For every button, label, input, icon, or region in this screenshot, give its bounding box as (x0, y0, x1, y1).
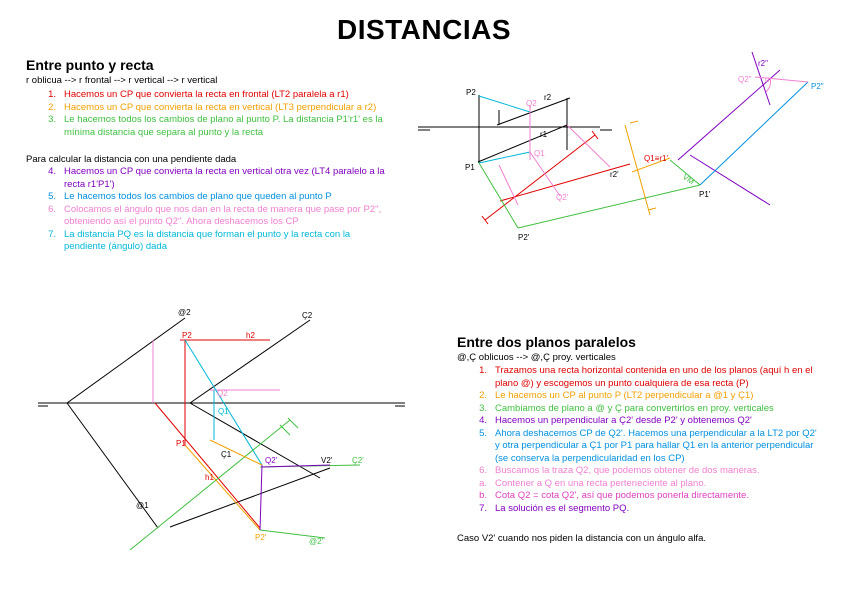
label-p2: P2 (182, 331, 192, 340)
step-item (457, 365, 823, 390)
lt2-mark (288, 418, 298, 428)
label-q2: Q2 (217, 389, 228, 398)
c2p-line (260, 465, 360, 467)
step-item (26, 114, 386, 139)
section-subtitle-point-line: r oblicua --> r frontal --> r vertical --> r vertical (26, 75, 218, 86)
step-item (26, 229, 386, 254)
lt2-mark (592, 131, 598, 139)
pq-line (185, 340, 262, 465)
trace-a1 (67, 403, 158, 528)
label-a2: @2 (178, 308, 191, 317)
r2p-line (500, 164, 630, 201)
lt4-line (690, 155, 770, 205)
step-text: Hacemos un CP que convierta la recta en vertical (LT3 perpendicular a r2) (64, 101, 377, 113)
trace-c1-ext (170, 468, 330, 527)
r1-line (478, 125, 567, 162)
r2pp-trace (752, 52, 770, 105)
q-transfer-line (210, 440, 262, 465)
step-text: Hacemos un CP que convierta la recta en vertical otra vez (LT4 paralelo a la recta r1'P1') (64, 166, 385, 190)
step-text: Cota Q2 = cota Q2', así que podemos ponerla directamente. (495, 490, 749, 501)
p1q1-line (479, 152, 530, 163)
lt3-line (625, 125, 650, 215)
step-item (26, 166, 386, 191)
step-item (457, 465, 823, 478)
p-transfer-line (499, 165, 518, 205)
step-number: 6. (479, 465, 487, 476)
step-item (457, 390, 823, 403)
r2-line (497, 98, 570, 125)
steps-list-a (26, 89, 386, 139)
label-c2p: Ç2' (352, 456, 364, 465)
step-item (457, 403, 823, 416)
step-text: Contener a Q en una recta perteneciente al plano. (495, 477, 707, 489)
label-q2: Q2 (526, 99, 537, 108)
step-text: La solución es el segmento PQ. (495, 502, 630, 514)
note-text: Caso V2' cuando nos piden la distancia con un ángulo alfa. (457, 533, 706, 544)
label-a2p: @2' (309, 537, 324, 546)
step-number: 1. (48, 89, 56, 100)
step-number: b. (479, 490, 487, 501)
lt3-mark (630, 121, 638, 123)
step-text: Le hacemos todos los cambios de plano que queden al punto P (64, 191, 332, 202)
p2p-q2p-line (260, 465, 262, 530)
r-transfer-line (567, 125, 610, 167)
label-q2p: Q2' (265, 456, 278, 465)
mid-text: Para calcular la distancia con una pendiente dada (26, 154, 237, 165)
section-heading-planes: Entre dos planos paralelos (457, 334, 636, 350)
step-text: Le hacemos un CP al punto P (LT2 perpendicular a @1 y Ç1) (495, 390, 754, 401)
label-r2: r2 (544, 93, 552, 102)
label-vm: VM (680, 172, 696, 187)
p2q2-line (479, 96, 530, 112)
label-q1: Q1 (218, 407, 229, 416)
label-r1: r1 (540, 130, 548, 139)
step-item (457, 490, 823, 503)
label-q1: Q1 (534, 149, 545, 158)
step-number: 5. (479, 427, 487, 439)
step-item (457, 415, 823, 428)
p1p-p2pp-line (700, 82, 808, 185)
label-q1-r1p: Q1≡r1' (644, 154, 668, 163)
label-q2pp: Q2" (738, 75, 752, 84)
vm-line (670, 160, 700, 185)
label-p2: P2 (466, 88, 476, 97)
lt2-mark (280, 425, 290, 435)
step-text: Ahora deshacemos CP de Q2'. Hacemos una perpendicular a la LT2 por Q2' y otra perpendicular a Ç1 por P1 para hallar Q1 en la anterior perpendicular (se conserva la perpendicularidad en los CP) (495, 427, 817, 464)
label-p1: P1 (176, 439, 186, 448)
step-number: 4. (479, 415, 487, 426)
q2pp-p2pp-line (755, 77, 808, 82)
step-number: 6. (48, 203, 56, 215)
step-item (457, 503, 823, 516)
step-number: 7. (48, 228, 56, 240)
label-c1: Ç1 (221, 450, 232, 459)
step-item (26, 204, 386, 229)
step-text: Trazamos una recta horizontal contenida en uno de los planos (aquí h en el plano @) y escogemos un punto cualquiera de esa recta (P) (495, 365, 813, 389)
label-p1p: P1' (699, 190, 711, 199)
lt2-mark (482, 216, 488, 224)
step-number: 2. (48, 101, 56, 113)
step-number: 7. (479, 502, 487, 514)
step-text: Hacemos un perpendicular a Ç2' desde P2' y obtenemos Q2' (495, 415, 752, 426)
step-text: Le hacemos todos los cambios de plano al punto P. La distancia P1'r1' es la mínima distancia que separa al punto y la recta (64, 114, 383, 138)
label-c2: Ç2 (302, 311, 313, 320)
section-heading-point-line: Entre punto y recta (26, 57, 154, 73)
label-alpha: α (765, 75, 770, 84)
trace-a2 (67, 318, 185, 403)
step-number: 5. (48, 191, 56, 202)
label-a1: @1 (136, 501, 149, 510)
h1-line (155, 403, 260, 528)
step-item (26, 89, 386, 102)
step-number: 1. (479, 365, 487, 376)
lt3-mark (648, 208, 656, 210)
trace-c1 (190, 403, 320, 478)
a2p-line (260, 530, 325, 538)
q-transfer-line (530, 152, 560, 196)
step-item (26, 191, 386, 204)
label-p1: P1 (465, 163, 475, 172)
step-number: 3. (48, 114, 56, 125)
steps-list-b (26, 166, 386, 254)
label-h1: h1 (205, 473, 214, 482)
label-p2p: P2' (255, 533, 267, 542)
label-p2p: P2' (518, 233, 530, 242)
label-h2: h2 (246, 331, 255, 340)
p-transfer-line (185, 445, 260, 530)
label-r2p: r2' (610, 170, 619, 179)
step-text: Colocamos el ángulo que nos dan en la recta de manera que pase por P2", obteniendo así el punto Q2". Ahora deshacemos los CP (64, 203, 382, 227)
step-text: Hacemos un CP que convierta la recta en frontal (LT2 paralela a r1) (64, 89, 349, 100)
step-number: 2. (479, 390, 487, 401)
q1-transfer-line (632, 158, 670, 172)
label-r2pp: r2" (758, 59, 768, 68)
step-text: Buscamos la traza Q2, que podemos obtener de dos maneras. (495, 465, 760, 476)
alpha-arc (766, 78, 771, 92)
step-text: Cambiamos de plano a @ y Ç para convertirlos en proy. verticales (495, 402, 774, 414)
label-p2pp: P2" (811, 82, 824, 91)
page-title: DISTANCIAS (336, 14, 512, 45)
p2p-p1p-line (518, 185, 700, 228)
step-item (26, 102, 386, 115)
step-item (457, 478, 823, 491)
label-q2p: Q2' (556, 193, 569, 202)
step-item (457, 428, 823, 466)
p1-p2p-line (479, 163, 518, 228)
step-number: a. (479, 477, 487, 489)
step-text: La distancia PQ es la distancia que forman el punto y la recta con la pendiente (ángulo) dada (64, 228, 351, 252)
step-number: 3. (479, 402, 487, 414)
section-subtitle-planes: @,Ç oblicuos --> @,Ç proy. verticales (457, 352, 616, 363)
step-number: 4. (48, 166, 56, 177)
steps-list-planes (457, 365, 823, 515)
r2pp-line (678, 70, 780, 160)
label-v2p: V2' (321, 456, 333, 465)
lt2-line (485, 135, 595, 220)
lt2-line (130, 420, 290, 550)
v2p-line (262, 465, 330, 467)
trace-c2 (190, 320, 310, 403)
